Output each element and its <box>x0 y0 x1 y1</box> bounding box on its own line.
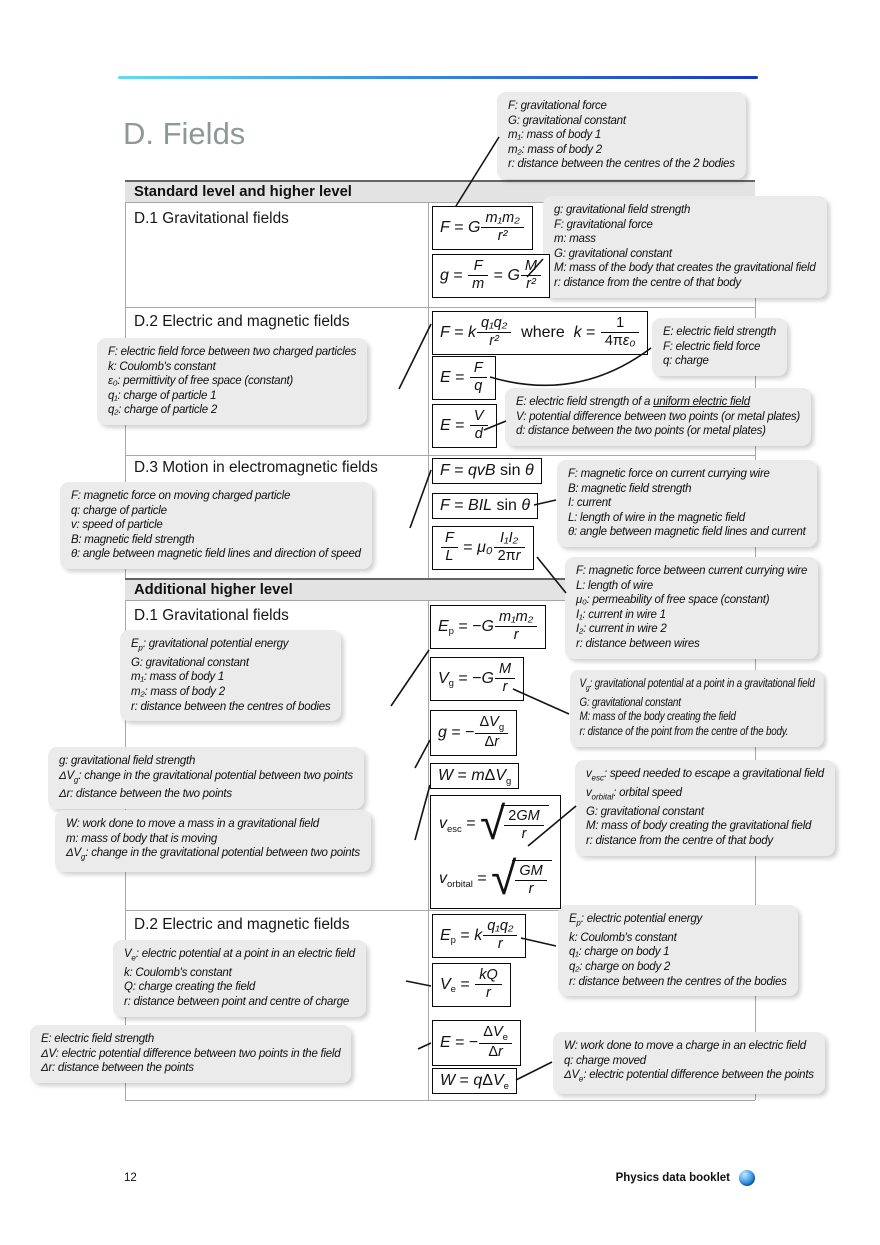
row-label-sl-d1: D.1 Gravitational fields <box>134 210 289 227</box>
formula-electric-potential-energy: E $_p$ = k $\frac{\text{q₁q₂}}{r}$ <box>432 914 526 958</box>
callout-gravitational-potential-symbols: $V_g$: gravitational potential at a point in a gravitational field G: gravitational constant M: mass of the body creating the field r: distance of the point from the centre of the body. <box>570 670 824 747</box>
formula-escape-and-orbital-speed <box>430 795 561 909</box>
table-border-bottom <box>125 1100 755 1101</box>
callout-electric-field-symbols: E: electric field strength F: electric field force q: charge <box>652 318 787 376</box>
callout-electric-potential-symbols: $V_e$: electric potential at a point in an electric field k: Coulomb's constant Q: charge creating the field r: distance between point and centre of charge <box>113 940 366 1017</box>
formula-work-gravitational: W = m Δ V $_g$ <box>430 763 519 789</box>
connector-line <box>418 1043 431 1049</box>
row-label-ahl-d1: D.1 Gravitational fields <box>134 607 289 624</box>
formula-gravitational-force: F = G $\frac{\text{m₁m₂}}{\text{r²}}$ <box>432 206 533 250</box>
formula-electric-field-from-potential-gradient: E = − $\frac{\Delta V_e}{\Delta r}$ <box>432 1020 521 1066</box>
formula-uniform-electric-field: E = $\frac{V}{d}$ <box>432 404 497 448</box>
connector-line <box>391 650 429 706</box>
callout-electric-potential-energy-symbols: $E_p$: electric potential energy k: Coulomb's constant q₁: charge on body 1 q₂: charge on body 2 r: distance between the centres of the bodies <box>558 905 798 996</box>
callout-magnetic-force-wire-symbols: F: magnetic force on current currying wire B: magnetic field strength I: current L: length of wire in the magnetic field θ: angle between magnetic field lines and current <box>557 460 817 547</box>
booklet-title: Physics data booklet <box>615 1172 730 1184</box>
formula-escape-speed: v $_{esc}$ = √ $\frac{2GM}{r}$ <box>439 805 549 844</box>
formula-work-electric: W = q Δ V $_e$ <box>432 1068 517 1094</box>
formula-gravitational-potential-energy: E $_p$ = − G $\frac{\text{m₁m₂}}{r}$ <box>430 605 546 649</box>
page-number: 12 <box>124 1172 137 1184</box>
callout-work-gravitational-symbols: W: work done to move a mass in a gravitational field m: mass of body that is moving $\Delta V_g$: change in the gravitational potential between two points <box>55 810 371 872</box>
section-header-label: Additional higher level <box>134 582 293 598</box>
row-label-sl-d2: D.2 Electric and magnetic fields <box>134 313 350 330</box>
row-label-ahl-d2: D.2 Electric and magnetic fields <box>134 916 350 933</box>
callout-coulomb-law-symbols: F: electric field force between two charged particles k: Coulomb's constant ε₀: permittivity of free space (constant) q₁: charge of particle 1 q₂: charge of particle 2 <box>97 338 367 425</box>
formula-coulomb-law: F = k $\frac{\text{q₁q₂}}{\text{r²}}$ where k = $\frac{1}{\text{4πε₀}}$ <box>432 311 648 355</box>
formula-electric-potential: V $_e$ = $\frac{kQ}{r}$ <box>432 963 511 1007</box>
callout-work-electric-symbols: W: work done to move a charge in an electric field q: charge moved $\Delta V_e$: electric potential difference between the points <box>553 1032 825 1094</box>
callout-escape-orbital-speed-symbols: $v_{esc}$: speed needed to escape a gravitational field $v_{orbital}$: orbital speed G: gravitational constant M: mass of body creating the gravitational field r: distance from the centre of that body <box>575 760 835 856</box>
table-column-divider <box>428 203 429 1100</box>
formula-gravitational-field-strength: g = $\frac{F}{m}$ = G $\frac{M}{\text{r²}}$ <box>432 254 550 298</box>
formula-gravitational-potential: V $_g$ = − G $\frac{M}{r}$ <box>430 657 524 701</box>
callout-gravitational-force-symbols: F: gravitational force G: gravitational constant m₁: mass of body 1 m₂: mass of body 2 r: distance between the centres of the 2 bodies <box>497 92 746 179</box>
formula-field-from-potential-gradient: g = − $\frac{\Delta V_g}{\Delta r}$ <box>430 710 517 756</box>
callout-field-strength-gradient-symbols: g: gravitational field strength $\Delta V_g$: change in the gravitational potential between two points Δr: distance between the two points <box>48 747 364 809</box>
connector-line <box>399 324 431 389</box>
callout-electric-field-gradient-symbols: E: electric field strength ΔV: electric potential difference between two points in the field Δr: distance between the points <box>30 1025 351 1083</box>
callout-force-between-wires-symbols: F: magnetic force between current currying wire L: length of wire μ₀: permeability of free space (constant) I₁: current in wire 1 I₂: current in wire 2 r: distance between wires <box>565 557 818 659</box>
table-row-line <box>125 455 755 456</box>
callout-gravitational-field-symbols: g: gravitational field strength F: gravitational force m: mass G: gravitational constant M: mass of the body that creates the gravitational field r: distance from the centre of that body <box>543 196 827 298</box>
header-accent-rule <box>118 76 758 79</box>
formula-electric-field-strength: E = $\frac{F}{q}$ <box>432 356 496 400</box>
ib-globe-icon <box>739 1170 755 1186</box>
row-label-sl-d3: D.3 Motion in electromagnetic fields <box>134 459 378 476</box>
callout-gravitational-potential-energy-symbols: $E_p$: gravitational potential energy G: gravitational constant m₁: mass of body 1 m₂: mass of body 2 r: distance between the centres of bodies <box>120 630 341 721</box>
formula-magnetic-force-charge: F = qvB sin θ <box>432 458 542 484</box>
connector-line <box>516 1062 552 1080</box>
callout-magnetic-force-particle-symbols: F: magnetic force on moving charged particle q: charge of particle v: speed of particle B: magnetic field strength θ: angle between magnetic field lines and direction of speed <box>60 482 372 569</box>
table-row-line <box>125 307 755 308</box>
section-header-label: Standard level and higher level <box>134 184 352 200</box>
callout-uniform-field-symbols: E: electric field strength of a uniform electric field V: potential difference between two points (or metal plates) d: distance between the two points (or metal plates) <box>505 388 811 446</box>
formula-force-between-wires: $\frac{F}{L}$ = μ₀ $\frac{\text{I₁I₂}}{2\pi r}$ <box>432 526 534 570</box>
formula-magnetic-force-wire: F = BIL sin θ <box>432 493 538 519</box>
page-title: D. Fields <box>123 116 246 151</box>
formula-orbital-speed: v $_{orbital}$ = √ $\frac{GM}{r}$ <box>439 860 552 899</box>
